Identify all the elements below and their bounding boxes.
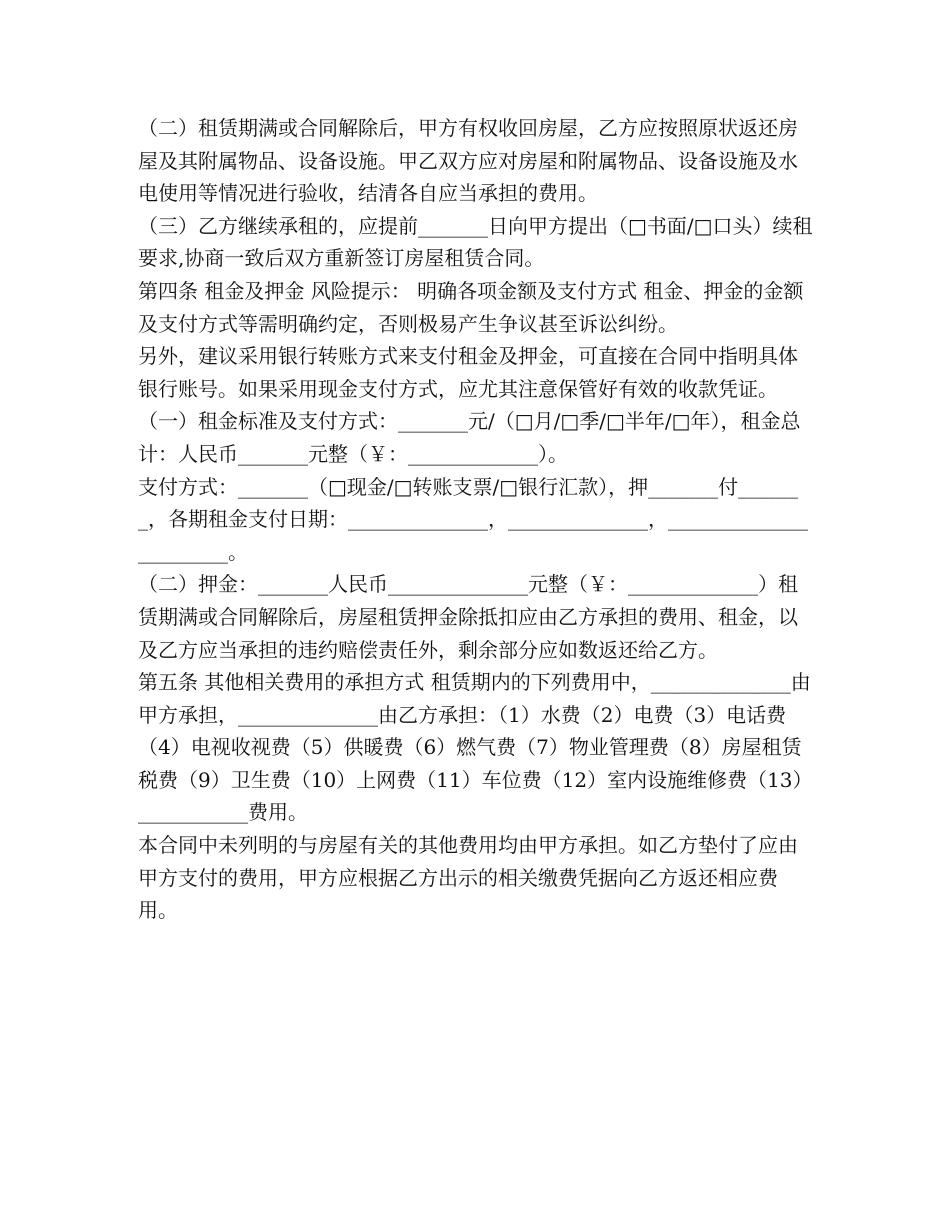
- paragraph-payment-method: 支付方式：_______（□现金/□转账支票/□银行汇款），押_______付_______，各期租金支付日期：______________，______________，_______________________。: [138, 474, 808, 564]
- paragraph-rent-standard: （一）租金标准及支付方式：_______元/（□月/□季/□半年/□年），租金总计：人民币_______元整（￥：_____________）。: [138, 409, 801, 466]
- paragraph-article-five-other-fees: 第五条 其他相关费用的承担方式 租赁期内的下列费用中，______________由甲方承担，______________由乙方承担：（1）水费（2）电费（3）电话费（4）电视收视费（5）供暖费（6）燃气费（7）物业管理费（8）房屋租赁税费（9）卫生费（10）上网费（11）车位费（12）室内设施维修费（13）___________费用。: [138, 670, 813, 825]
- paragraph-lease-expiry-return: （二）租赁期满或合同解除后，甲方有权收回房屋，乙方应按照原状返还房屋及其附属物品、设备设施。甲乙双方应对房屋和附属物品、设备设施及水电使用等情况进行验收，结清各自应当承担的费用。: [138, 116, 798, 206]
- paragraph-article-four-rent-deposit: 第四条 租金及押金 风险提示： 明确各项金额及支付方式 租金、押金的金额及支付方式等需明确约定，否则极易产生争议甚至诉讼纠纷。: [138, 278, 804, 336]
- paragraph-deposit: （二）押金：_______人民币______________元整（￥：_____________）租赁期满或合同解除后，房屋租赁押金除抵扣应由乙方承担的费用、租金，以及乙方应当承担的违约赔偿责任外，剩余部分应如数返还给乙方。: [138, 572, 798, 662]
- paragraph-lease-renewal: （三）乙方继续承租的，应提前_______日向甲方提出（□书面/□口头）续租要求,协商一致后双方重新签订房屋租赁合同。: [138, 213, 813, 271]
- paragraph-unlisted-fees: 本合同中未列明的与房屋有关的其他费用均由甲方承担。如乙方垫付了应由甲方支付的费用，甲方应根据乙方出示的相关缴费凭据向乙方返还相应费用。: [138, 833, 798, 923]
- document-body: [138, 112, 814, 927]
- paragraph-bank-transfer-advice: 另外，建议采用银行转账方式来支付租金及押金，可直接在合同中指明具体银行账号。如果采用现金支付方式，应尤其注意保管好有效的收款凭证。: [138, 344, 798, 401]
